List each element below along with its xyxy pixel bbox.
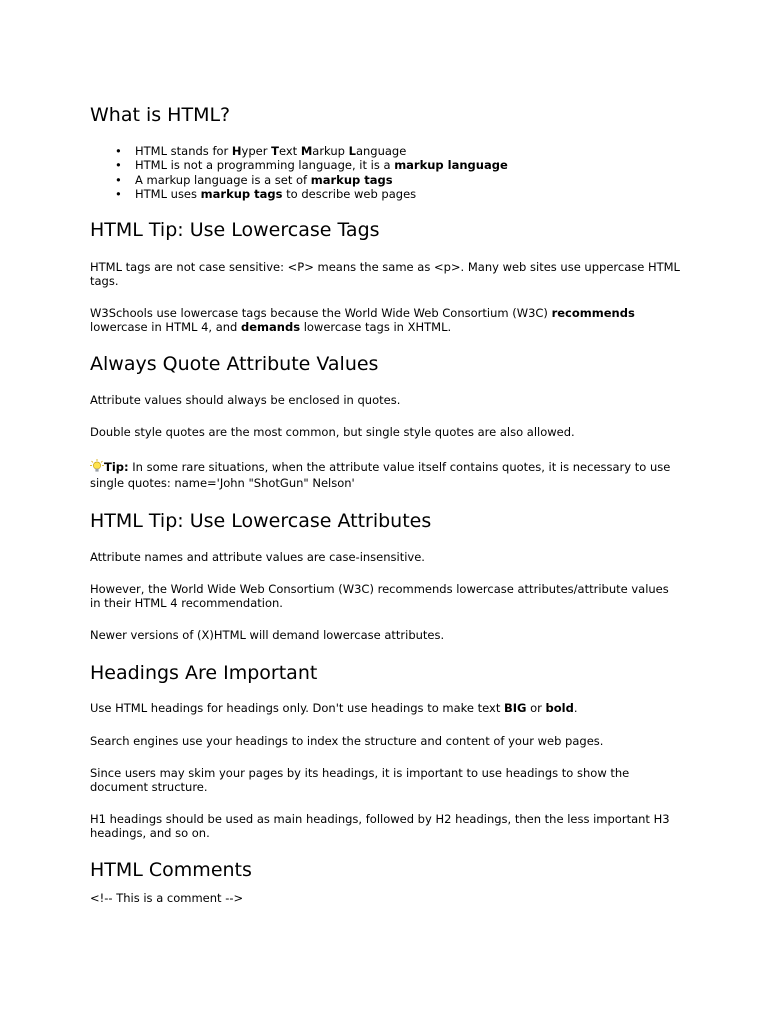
list-item: • HTML stands for Hyper Text Markup Language bbox=[115, 144, 407, 158]
heading-lowercase-tags: HTML Tip: Use Lowercase Tags bbox=[90, 219, 380, 241]
list-item: • A markup language is a set of markup tags bbox=[115, 172, 393, 187]
heading-lowercase-attributes: HTML Tip: Use Lowercase Attributes bbox=[90, 510, 432, 532]
headings-paragraph-3: Since users may skim your pages by its headings, it is important to use headings to show the document structure. bbox=[90, 766, 630, 794]
headings-paragraph-2: Search engines use your headings to index the structure and content of your web pages. bbox=[90, 734, 604, 748]
heading-quote-attributes: Always Quote Attribute Values bbox=[90, 353, 379, 375]
what-is-html-list bbox=[90, 144, 680, 201]
lowercase-tags-paragraph-2: W3Schools use lowercase tags because the World Wide Web Consortium (W3C) recommends lowercase in HTML 4, and demands lowercase tags in XHTML. bbox=[90, 306, 635, 334]
list-item: • HTML is not a programming language, it is a markup language bbox=[115, 158, 508, 173]
comment-example: <!-- This is a comment --> bbox=[90, 891, 244, 905]
lowercase-attributes-paragraph-3: Newer versions of (X)HTML will demand lowercase attributes. bbox=[90, 628, 445, 642]
heading-html-comments: HTML Comments bbox=[90, 859, 252, 881]
lowercase-attributes-paragraph-2: However, the World Wide Web Consortium (W3C) recommends lowercase attributes/attribute values in their HTML 4 recommendation. bbox=[90, 582, 669, 610]
quote-attributes-paragraph-2: Double style quotes are the most common, but single style quotes are also allowed. bbox=[90, 425, 575, 439]
headings-paragraph-1: Use HTML headings for headings only. Don't use headings to make text BIG or bold. bbox=[90, 701, 578, 715]
tip-paragraph: Tip: In some rare situations, when the attribute value itself contains quotes, it is necessary to use single quotes: name='John "ShotGun" Nelson' bbox=[90, 460, 671, 490]
lowercase-tags-paragraph-1: HTML tags are not case sensitive: <P> means the same as <p>. Many web sites use uppercase HTML tags. bbox=[90, 260, 680, 288]
lowercase-attributes-paragraph-1: Attribute names and attribute values are case-insensitive. bbox=[90, 550, 425, 564]
quote-attributes-paragraph-1: Attribute values should always be enclosed in quotes. bbox=[90, 393, 401, 407]
list-item: • HTML uses markup tags to describe web pages bbox=[115, 186, 417, 201]
headings-paragraph-4: H1 headings should be used as main headings, followed by H2 headings, then the less important H3 headings, and so on. bbox=[90, 812, 670, 840]
lightbulb-icon bbox=[90, 459, 104, 473]
heading-headings-important: Headings Are Important bbox=[90, 662, 318, 684]
heading-what-is-html: What is HTML? bbox=[90, 104, 231, 126]
